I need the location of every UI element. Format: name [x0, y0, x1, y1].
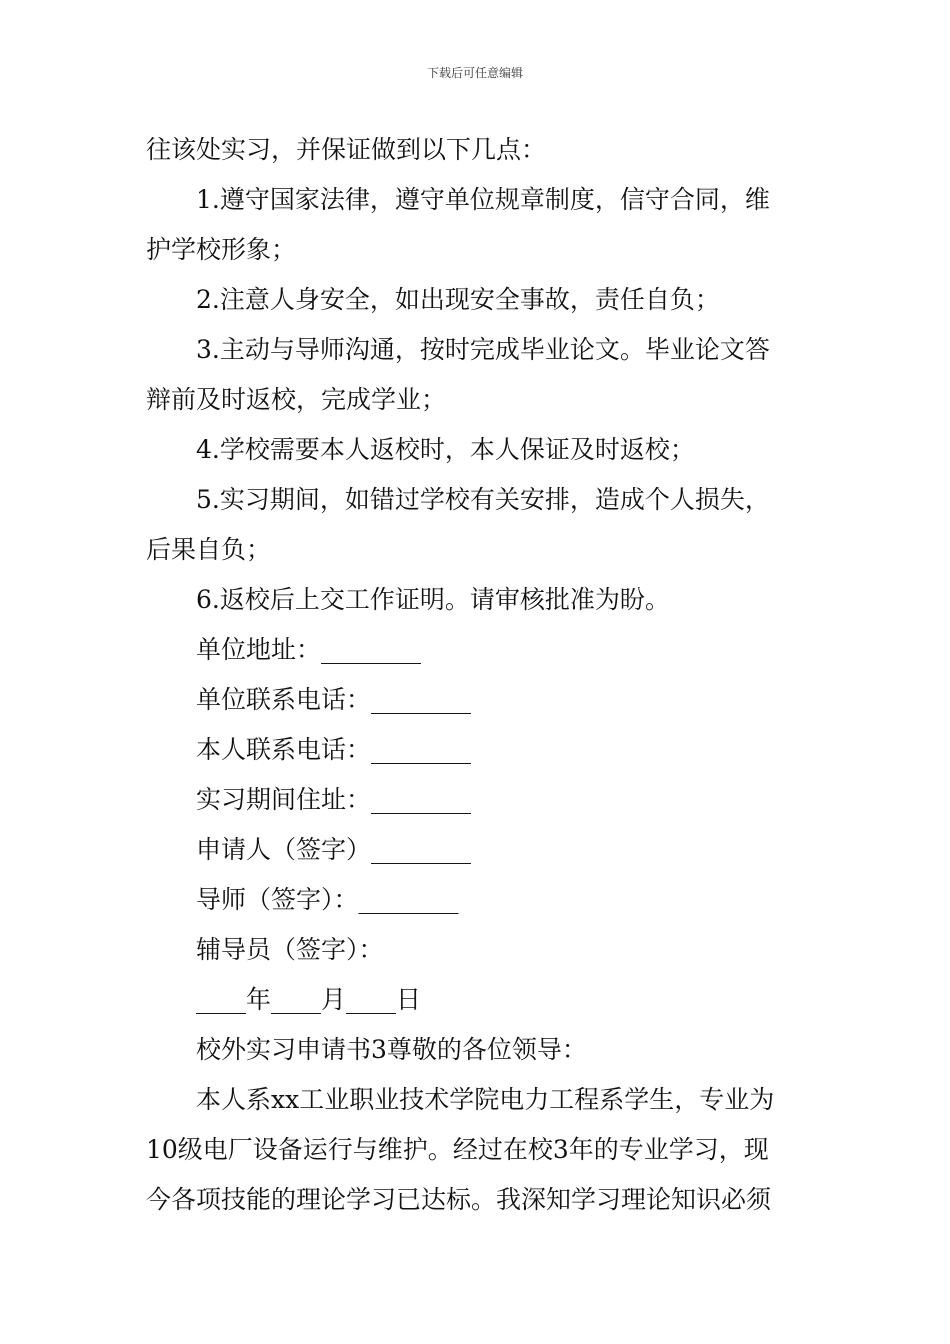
list-item-5: 5.实习期间，如错过学校有关安排，造成个人损失，	[196, 485, 770, 514]
page-header-note: 下载后可任意编辑	[426, 66, 523, 80]
field-applicant-signature: 申请人（签字）________	[196, 835, 472, 864]
field-counselor-signature: 辅导员（签字）：	[196, 935, 384, 964]
list-item-3: 3.主动与导师沟通，按时完成毕业论文。毕业论文答	[196, 335, 770, 364]
field-unit-address: 单位地址：________	[196, 635, 422, 664]
paragraph-line: 今各项技能的理论学习已达标。我深知学习理论知识必须	[146, 1185, 772, 1214]
paragraph-line: 10级电厂设备运行与维护。经过在校3年的专业学习，现	[146, 1135, 769, 1164]
field-date: ____年____月____日	[196, 985, 422, 1014]
field-personal-phone: 本人联系电话：________	[196, 735, 472, 764]
list-item-6: 6.返校后上交工作证明。请审核批准为盼。	[196, 585, 670, 614]
paragraph-line: 本人系xx工业职业技术学院电力工程系学生，专业为	[196, 1085, 775, 1114]
list-item-1: 1.遵守国家法律，遵守单位规章制度，信守合同，维	[196, 185, 770, 214]
paragraph-line: 护学校形象；	[146, 235, 297, 264]
paragraph-line: 后果自负；	[146, 535, 272, 564]
paragraph-line: 往该处实习，并保证做到以下几点：	[146, 135, 547, 164]
list-item-4: 4.学校需要本人返校时，本人保证及时返校；	[196, 435, 695, 464]
field-internship-address: 实习期间住址：________	[196, 785, 472, 814]
field-unit-phone: 单位联系电话：________	[196, 685, 472, 714]
list-item-2: 2.注意人身安全，如出现安全事故，责任自负；	[196, 285, 720, 314]
section-heading-line: 校外实习申请书3尊敬的各位领导：	[196, 1035, 587, 1064]
paragraph-line: 辩前及时返校，完成学业；	[146, 385, 447, 414]
field-mentor-signature: 导师（签字）：________	[196, 885, 459, 914]
